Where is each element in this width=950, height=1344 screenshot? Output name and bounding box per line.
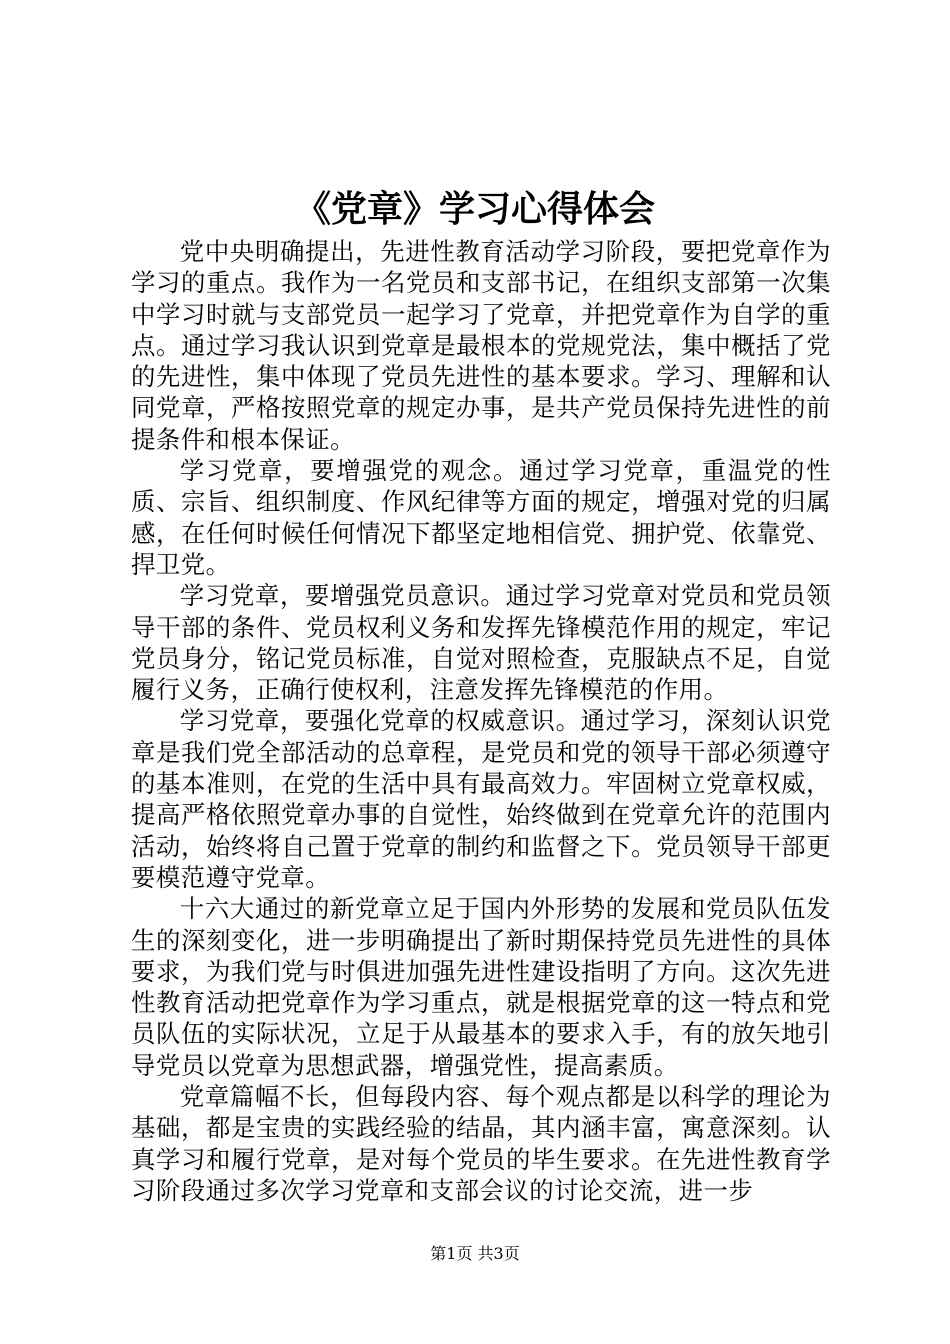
document-title: 《党章》学习心得体会 <box>294 188 655 230</box>
page-footer <box>0 1244 950 1264</box>
paragraph: 学习党章，要增强党员意识。通过学习党章对党员和党员领导干部的条件、党员权利义务和发挥先锋模范作用的规定，牢记党员身分，铭记党员标准，自觉对照检查，克服缺点不足，自觉履行义务，正确行使权利，注意发挥先锋模范的作用。 <box>131 581 831 705</box>
paragraph: 党章篇幅不长，但每段内容、每个观点都是以科学的理论为基础，都是宝贵的实践经验的结晶，其内涵丰富，寓意深刻。认真学习和履行党章，是对每个党员的毕生要求。在先进性教育学习阶段通过多次学习党章和支部会议的讨论交流，进一步 <box>131 1082 831 1205</box>
document-body <box>131 236 831 1206</box>
paragraph: 十六大通过的新党章立足于国内外形势的发展和党员队伍发生的深刻变化，进一步明确提出了新时期保持党员先进性的具体要求，为我们党与时俱进加强先进性建设指明了方向。这次先进性教育活动把党章作为学习重点，就是根据党章的这一特点和党员队伍的实际状况，立足于从最基本的要求入手，有的放矢地引导党员以党章为思想武器，增强党性，提高素质。 <box>131 894 831 1080</box>
paragraph: 学习党章，要增强党的观念。通过学习党章，重温党的性质、宗旨、组织制度、作风纪律等方面的规定，增强对党的归属感，在任何时候任何情况下都坚定地相信党、拥护党、依靠党、捍卫党。 <box>131 456 831 579</box>
paragraph: 党中央明确提出，先进性教育活动学习阶段，要把党章作为学习的重点。我作为一名党员和支部书记，在组织支部第一次集中学习时就与支部党员一起学习了党章，并把党章作为自学的重点。通过学习我认识到党章是最根本的党规党法，集中概括了党的先进性，集中体现了党员先进性的基本要求。学习、理解和认同党章，严格按照党章的规定办事，是共产党员保持先进性的前提条件和根本保证。 <box>131 237 831 454</box>
paragraph: 学习党章，要强化党章的权威意识。通过学习，深刻认识党章是我们党全部活动的总章程，是党员和党的领导干部必须遵守的基本准则，在党的生活中具有最高效力。牢固树立党章权威，提高严格依照党章办事的自觉性，始终做到在党章允许的范围内活动，始终将自己置于党章的制约和监督之下。党员领导干部更要模范遵守党章。 <box>131 706 831 892</box>
page-indicator: 第1页 共3页 <box>430 1244 520 1263</box>
